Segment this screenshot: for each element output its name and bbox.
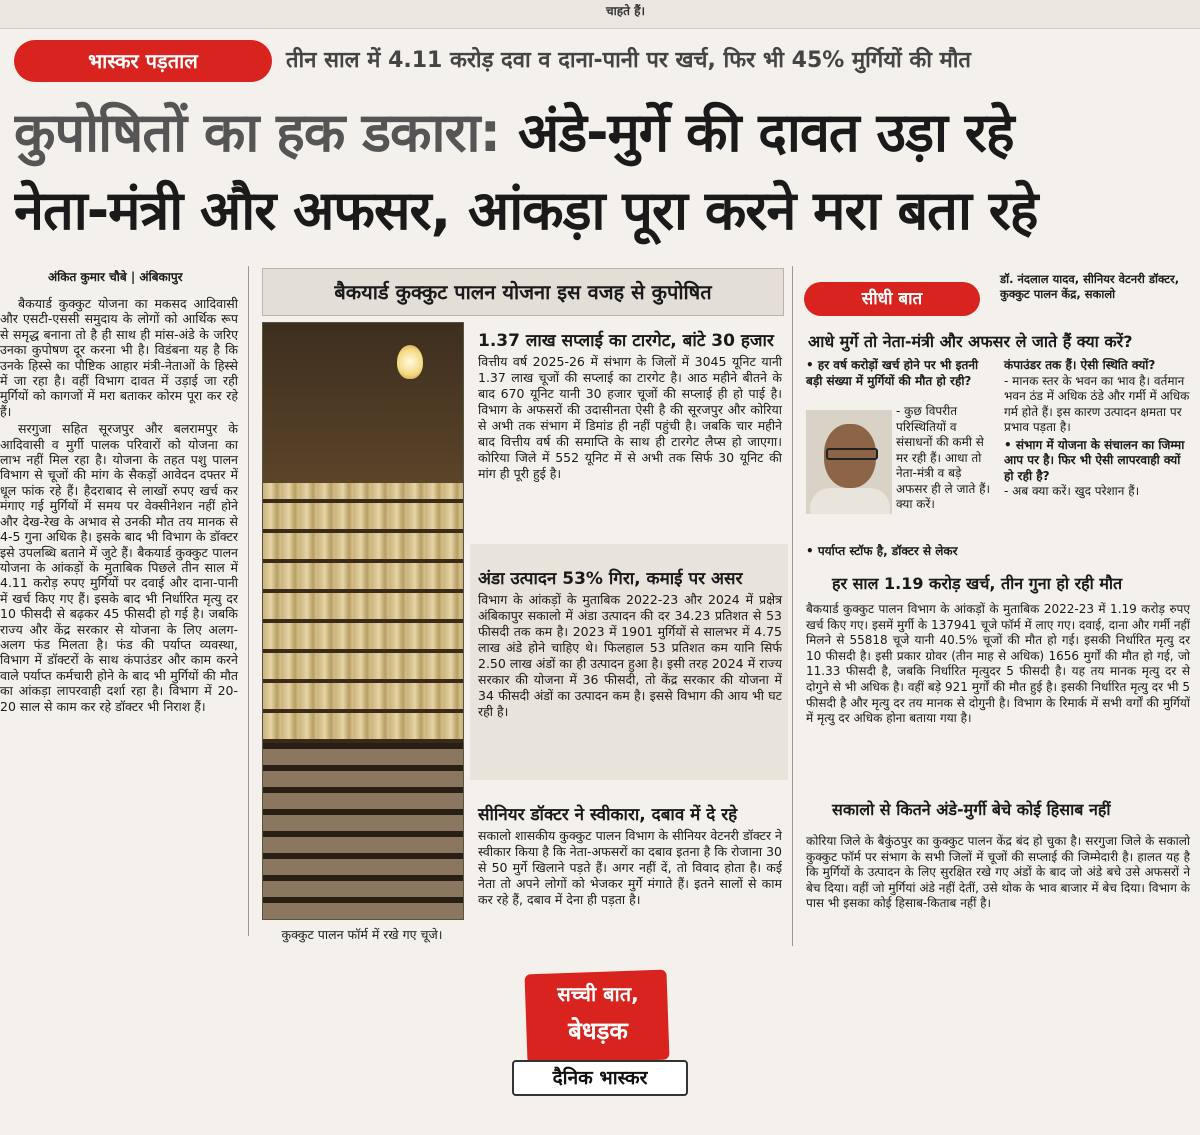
center-heading: बैकयार्ड कुक्कुट पालन योजना इस वजह से कुपोषित (262, 268, 784, 316)
glasses-icon (826, 448, 878, 460)
left-paragraph: बैकयार्ड कुक्कुट योजना का मकसद आदिवासी और एसटी-एससी समुदाय के लोगों को आर्थिक रूप से समृद्ध बनाना तो है ही साथ ही मांस-अंडे के जरिए उनका कुपोषण दूर करना भी है। विडंबना यह है कि उनके हिस्से का पौष्टिक आहार मंत्री-नेताओं के हिस्से में जा रहा है। वहीं विभाग दावत में उड़ाई जा रही मुर्गियों को कागजों में मरा बताकर कोरम पूरा कर रहे हैं। (0, 296, 238, 419)
left-paragraph: सरगुजा सहित सूरजपुर और बलरामपुर के आदिवासी व मुर्गी पालक परिवारों को योजना का लाभ नहीं मिल रहा है। योजना के तहत पशु पालन विभाग से चूजों की मांग के सैकड़ों आवेदन दफ्तर में धूल फांक रहे हैं। हैदराबाद से लाखों रुपए खर्च कर मंगाए गई मुर्गियों में समय पर वेक्सीनेशन नहीं होने और देख-रेख के अभाव से उनकी मौत तय मानक से 4-5 गुना अधिक है। इसके बाद भी विभाग के डॉक्टर इसे उपलब्धि बताने में जुटे हैं। बैकयार्ड कुक्कुट पालन योजना के आंकड़ों के मुताबिक पिछले तीन साल में 4.11 करोड़ रुपए मुर्गियों पर दवाई और दाना-पानी में खर्च किए गए हैं। इसके बाद भी निर्धारित मृत्यु दर 10 फीसदी से बढ़कर 45 फीसदी हो गई है। जबकि राज्य और केंद्र सरकार से योजना के लिए अलग-अलग फंड मिलता है। फंड की पर्याप्त व्यवस्था, विभाग में डॉक्टरों के साथ कंपाउंडर और काम करने वाले पर्याप्त कर्मचारी होने के बाद भी मुर्गियों की मौत का आंकड़ा लापरवाही दर्शा रहा है। विभाग में 20-20 साल से काम कर रहे डॉक्टर भी निराश हैं। (0, 421, 238, 714)
interview-heading: आधे मुर्गे तो नेता-मंत्री और अफसर ले जाते हैं क्या करें? (808, 332, 1133, 351)
interviewee-info: डॉ. नंदलाल यादव, सीनियर वेटनरी डॉक्टर, कुक्कुट पालन केंद्र, सकालो (1000, 272, 1180, 301)
interview-q1 (806, 358, 992, 389)
question-text: • पर्याप्त स्टॉफ है, डॉक्टर से लेकर (806, 544, 958, 558)
question-text: • हर वर्ष करोड़ों खर्च होने पर भी इतनी बड़ी संख्या में मुर्गियों की मौत हो रही? (806, 358, 979, 388)
photo-ceiling (263, 323, 463, 483)
photo-caption: कुक्कुट पालन फॉर्म में रखे गए चूजे। (281, 927, 443, 942)
section-2-title: अंडा उत्पादन 53% गिरा, कमाई पर असर (478, 569, 743, 589)
logo-slogan-1: सच्ची बात, (557, 982, 639, 1006)
answer-text: - अब क्या करें। खुद परेशान हैं। (1004, 484, 1140, 498)
headline-part-a: कुपोषितों का हक डकारा: (14, 101, 501, 164)
section-tag: भास्कर पड़ताल (14, 40, 272, 82)
newspaper-logo (512, 966, 684, 1094)
section-3-title: सीनियर डॉक्टर ने स्वीकारा, दबाव में दे रहे (478, 805, 738, 825)
portrait-shirt (810, 488, 890, 514)
kicker-line: तीन साल में 4.11 करोड़ दवा व दाना-पानी पर खर्च, फिर भी 45% मुर्गियों की मौत (286, 48, 971, 73)
section-4-title: हर साल 1.19 करोड़ खर्च, तीन गुना हो रही मौत (832, 574, 1123, 593)
column-divider (248, 266, 249, 936)
top-strip (0, 0, 1200, 29)
question-text: कंपाउंडर तक हैं। ऐसी स्थिति क्यों? (1004, 358, 1156, 372)
headline-line-2: नेता-मंत्री और अफसर, आंकड़ा पूरा करने मरा बता रहे (14, 179, 1038, 242)
headline-part-b: अंडे-मुर्गे की दावत उड़ा रहे (517, 101, 1014, 164)
photo-lower-racks (263, 743, 463, 919)
brand-name: दैनिक भास्कर (512, 1060, 688, 1096)
column-divider (792, 266, 793, 946)
headline-line-1 (14, 98, 1190, 168)
top-strip-text: चाहते हैं। (606, 4, 646, 18)
light-bulb-icon (397, 345, 423, 379)
section-5-text: कोरिया जिले के बैकुंठपुर का कुक्कुट पालन केंद्र बंद हो चुका है। सरगुजा जिले के सकालो कुक्कुट फॉर्म पर संभाग के सभी जिलों में चूजों की सप्लाई की जिम्मेदारी है। हालत यह है कि मुर्गियों के उत्पादन के लिए सुरक्षित रखे गए अंडों के बाद जो अंडे बचे उसे अफसरों ने बेच दिया। वहीं जो मुर्गियां अंडे नहीं देतीं, उसे थोक के भाव बाजार में बेच दिया। विभाग के पास भी इसका कोई हिसाब-किताब नहीं है। (806, 834, 1190, 911)
section-1-title: 1.37 लाख सप्लाई का टारगेट, बांटे 30 हजार (478, 331, 774, 351)
interview-q2 (806, 544, 992, 560)
poultry-farm-photo (262, 322, 464, 920)
section-5-title: सकालो से कितने अंडे-मुर्गी बेचे कोई हिसाब नहीं (832, 800, 1111, 819)
section-1-text: वित्तीय वर्ष 2025-26 में संभाग के जिलों में 3045 यूनिट यानी 1.37 लाख चूजों की सप्लाई का टारगेट है। आठ महीने बीतने के बाद 670 यूनिट यानी 30 हजार चूजों की सप्लाई ही हो पाई है। विभाग के अफसरों की उदासीनता ऐसी है की सूरजपुर और कोरिया से अभी तक संभाग में डिमांड ही नहीं पहुंची है। जबकि चार महीने बाद वित्तीय वर्ष की समाप्ति के साथ ही टारगेट लैप्स हो जाएगा। कोरिया जिले में 552 यूनिट में से अभी तक सिर्फ 30 यूनिट की मांग ही पूरी हुई है। (478, 354, 782, 481)
section-4-text: बैकयार्ड कुक्कुट पालन विभाग के आंकड़ों के मुताबिक 2022-23 में 1.19 करोड़ रुपए खर्च किए गए। इसमें मुर्गी के 137941 चूजे फॉर्म में लाए गए। दवाई, दाना और गर्मी नहीं मिलने से 55818 चूजे यानी 40.5% चूजों की मौत हो गई। इसकी निर्धारित मृत्यु दर 10 फीसदी है। इसी प्रकार ग्रोवर (तीन माह से अधिक) 1656 मुर्गों की मौत हो गई, जो 11.33 फीसदी है, जबकि निर्धारित मृत्युदर 5 फीसदी है। यह तय मानक मृत्यु दर से दोगुने से भी अधिक है। वहीं बड़े 921 मुर्गों की मौत हुई है। इसकी निर्धारित मृत्यु दर भी 5 फीसदी है और मृत्यु दर तय मानक से दोगुनी है। विभाग के रिमार्क में सभी वर्गों की मुर्गियों में मृत्यु दर अधिक होना बताया गया है। (806, 602, 1190, 726)
interview-right-col (1004, 358, 1192, 500)
left-column (0, 296, 238, 716)
section-2-text: विभाग के आंकड़ों के मुताबिक 2022-23 और 2024 में प्रक्षेत्र अंबिकापुर सकालो में अंडा उत्पादन की दर 34.23 प्रतिशत से 53 फीसदी तक कम है। 2023 में 1901 मुर्गियों से सालभर में 4.75 लाख अंडे होने चाहिए थे। फिलहाल 53 प्रतिशत कम यानि सिर्फ 2.50 लाख अंडों का ही उत्पादन हुआ है। इसी तरह 2024 में राज्य सरकार की योजना में 36 फीसदी, तो केंद्र सरकार की योजना में 34 फीसदी अंडों का उत्पादन कम है। इससे विभाग की आय भी घट रही है। (478, 592, 782, 719)
logo-slogan-2: बेधड़क (568, 1017, 628, 1045)
section-3-text: सकालो शासकीय कुक्कुट पालन विभाग के सीनियर वेटनरी डॉक्टर ने स्वीकार किया है कि नेता-अफसरों का दबाव इतना है कि रोजाना 30 से 50 मुर्गे खिलाने पड़ते हैं। अगर नहीं दें, तो विवाद होता है। कई नेता तो अपने लोगों को भेजकर मुर्गे मंगाते हैं। इतने सालों से काम कर रहे हैं, दबाव में देना ही पड़ता है। (478, 828, 782, 907)
byline: अंकित कुमार चौबे | अंबिकापुर (48, 270, 183, 284)
interview-a1: - कुछ विपरीत परिस्थितियों व संसाधनों की कमी से मर रही हैं। आधा तो नेता-मंत्री व बड़े अफसर ही ले जाते हैं। क्या करें। (896, 404, 991, 511)
interviewee-portrait (806, 410, 892, 514)
answer-text: - मानक स्तर के भवन का भाव है। वर्तमान भवन ठंड में अधिक ठंडे और गर्मी में अधिक गर्म होते हैं। इस कारण उत्पादन क्षमता पर प्रभाव पड़ता है। (1004, 373, 1190, 434)
question-text: • संभाग में योजना के संचालन का जिम्मा आप पर है। फिर भी ऐसी लापरवाही क्यों हो रही है? (1004, 437, 1185, 483)
interview-tag: सीधी बात (804, 282, 980, 316)
